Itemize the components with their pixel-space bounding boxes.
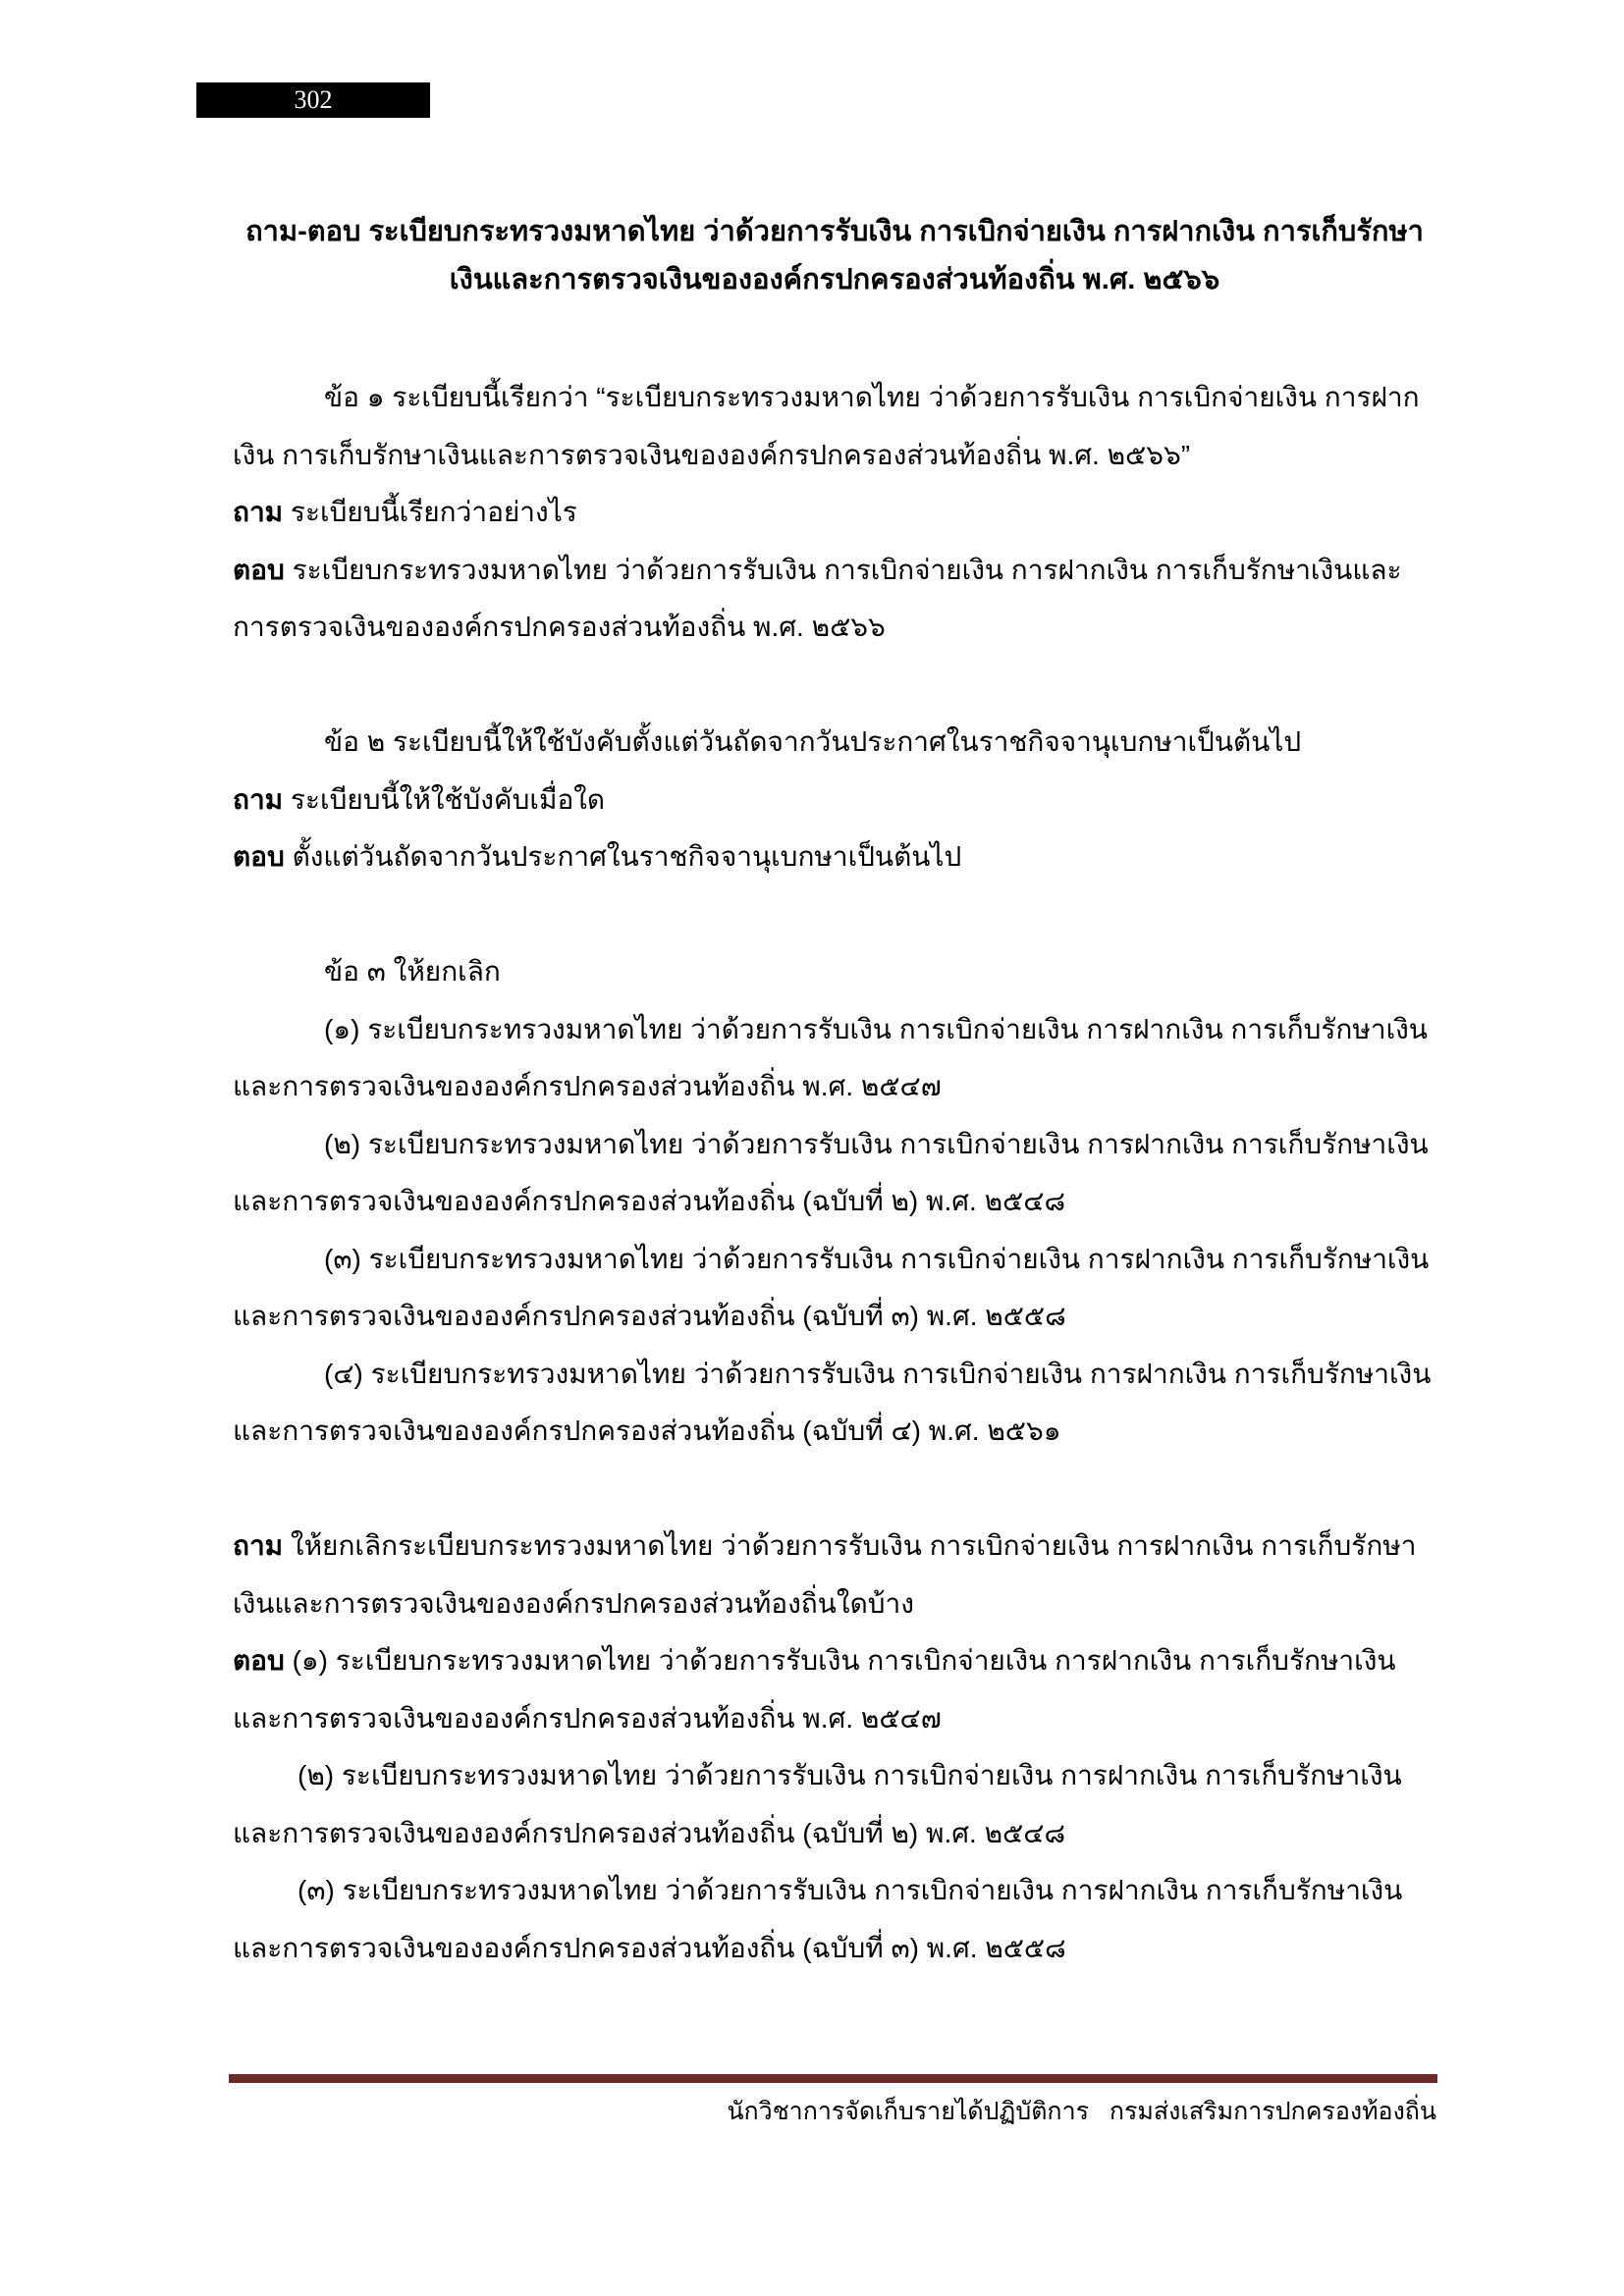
clause-1-answer xyxy=(233,542,1436,600)
question-label: ถาม xyxy=(233,497,284,527)
clause-1-question xyxy=(233,484,1436,542)
final-answer-item-line: (๒) ระเบียบกระทรวงมหาดไทย ว่าด้วยการรับเงิน การเบิกจ่ายเงิน การฝากเงิน การเก็บรักษาเงิน xyxy=(298,1760,1402,1790)
title-line: ถาม-ตอบ ระเบียบกระทรวงมหาดไทย ว่าด้วยการรับเงิน การเบิกจ่ายเงิน การฝากเงิน การเก็บรักษา xyxy=(245,216,1424,247)
clause-1-line: เงิน การเก็บรักษาเงินและการตรวจเงินขององค์กรปกครองส่วนท้องถิ่น พ.ศ. ๒๕๖๖” xyxy=(233,439,1191,470)
clause-3-item-line: (๒) ระเบียบกระทรวงมหาดไทย ว่าด้วยการรับเงิน การเบิกจ่ายเงิน การฝากเงิน การเก็บรักษาเงิน xyxy=(324,1128,1429,1159)
clause-3-item-line: (๓) ระเบียบกระทรวงมหาดไทย ว่าด้วยการรับเงิน การเบิกจ่ายเงิน การฝากเงิน การเก็บรักษาเงิน xyxy=(324,1243,1430,1274)
answer-label: ตอบ xyxy=(233,1645,285,1676)
paragraph-spacer xyxy=(233,1461,1436,1519)
clause-1-line: ข้อ ๑ ระเบียบนี้เรียกว่า “ระเบียบกระทรวงมหาดไทย ว่าด้วยการรับเงิน การเบิกจ่ายเงิน การฝาก xyxy=(324,382,1420,412)
answer-label: ตอบ xyxy=(233,554,285,585)
final-question-continued: เงินและการตรวจเงินขององค์กรปกครองส่วนท้องถิ่นใดบ้าง xyxy=(233,1587,914,1619)
question-label: ถาม xyxy=(233,1530,284,1561)
final-question xyxy=(233,1518,1436,1575)
answer-text: ระเบียบกระทรวงมหาดไทย ว่าด้วยการรับเงิน การเบิกจ่ายเงิน การฝากเงิน การเก็บรักษาเงินและ xyxy=(292,554,1402,585)
clause-1-answer-continued: การตรวจเงินขององค์กรปกครองส่วนท้องถิ่น พ.ศ. ๒๕๖๖ xyxy=(233,612,886,642)
document-body xyxy=(233,369,1436,1977)
final-answer-item-line: (๓) ระเบียบกระทรวงมหาดไทย ว่าด้วยการรับเงิน การเบิกจ่ายเงิน การฝากเงิน การเก็บรักษาเงิน xyxy=(298,1875,1403,1905)
answer-text: ตั้งแต่วันถัดจากวันประกาศในราชกิจจานุเบกษาเป็นต้นไป xyxy=(292,841,962,872)
paragraph-spacer xyxy=(233,886,1436,944)
clause-2-answer xyxy=(233,828,1436,886)
question-text: ให้ยกเลิกระเบียบกระทรวงมหาดไทย ว่าด้วยการรับเงิน การเบิกจ่ายเงิน การฝากเงิน การเก็บรักษา xyxy=(290,1530,1417,1561)
clause-3-item-line: และการตรวจเงินขององค์กรปกครองส่วนท้องถิ่น พ.ศ. ๒๕๔๗ xyxy=(233,1071,942,1101)
clause-3-item-line: (๔) ระเบียบกระทรวงมหาดไทย ว่าด้วยการรับเงิน การเบิกจ่ายเงิน การฝากเงิน การเก็บรักษาเงิน xyxy=(324,1358,1432,1389)
final-answer-item-line: และการตรวจเงินขององค์กรปกครองส่วนท้องถิ่น (ฉบับที่ ๒) พ.ศ. ๒๕๔๘ xyxy=(233,1817,1066,1848)
page-title xyxy=(233,208,1436,304)
final-answer xyxy=(233,1632,1436,1690)
clause-2-question xyxy=(233,772,1436,829)
title-line: เงินและการตรวจเงินขององค์กรปกครองส่วนท้องถิ่น พ.ศ. ๒๕๖๖ xyxy=(449,264,1220,295)
clause-3-item-line: (๑) ระเบียบกระทรวงมหาดไทย ว่าด้วยการรับเงิน การเบิกจ่ายเงิน การฝากเงิน การเก็บรักษาเงิน xyxy=(324,1013,1428,1044)
paragraph-spacer xyxy=(233,657,1436,715)
footer-text: นักวิชาการจัดเก็บรายได้ปฏิบัติการ กรมส่งเสริมการปกครองท้องถิ่น xyxy=(727,2098,1436,2125)
clause-3-item-line: และการตรวจเงินขององค์กรปกครองส่วนท้องถิ่น (ฉบับที่ ๔) พ.ศ. ๒๕๖๑ xyxy=(233,1415,1061,1446)
footer-divider xyxy=(229,2074,1437,2083)
question-text: ระเบียบนี้ให้ใช้บังคับเมื่อใด xyxy=(290,783,606,815)
clause-3-item-line: และการตรวจเงินขององค์กรปกครองส่วนท้องถิ่น (ฉบับที่ ๒) พ.ศ. ๒๕๔๘ xyxy=(233,1186,1066,1216)
answer-text: (๑) ระเบียบกระทรวงมหาดไทย ว่าด้วยการรับเงิน การเบิกจ่ายเงิน การฝากเงิน การเก็บรักษาเงิน xyxy=(292,1645,1396,1676)
question-label: ถาม xyxy=(233,783,284,815)
clause-2-line: ข้อ ๒ ระเบียบนี้ให้ใช้บังคับตั้งแต่วันถัดจากวันประกาศในราชกิจจานุเบกษาเป็นต้นไป xyxy=(324,726,1302,757)
question-text: ระเบียบนี้เรียกว่าอย่างไร xyxy=(290,497,577,527)
page-number-box xyxy=(196,82,430,118)
final-answer-item-line: และการตรวจเงินขององค์กรปกครองส่วนท้องถิ่น พ.ศ. ๒๕๔๗ xyxy=(233,1702,942,1734)
answer-label: ตอบ xyxy=(233,841,285,872)
page-number: 302 xyxy=(294,85,333,114)
clause-3-item-line: และการตรวจเงินขององค์กรปกครองส่วนท้องถิ่น (ฉบับที่ ๓) พ.ศ. ๒๕๕๘ xyxy=(233,1301,1066,1331)
final-answer-item-line: และการตรวจเงินขององค์กรปกครองส่วนท้องถิ่น (ฉบับที่ ๓) พ.ศ. ๒๕๕๘ xyxy=(233,1932,1066,1963)
clause-3-heading: ข้อ ๓ ให้ยกเลิก xyxy=(324,956,501,987)
